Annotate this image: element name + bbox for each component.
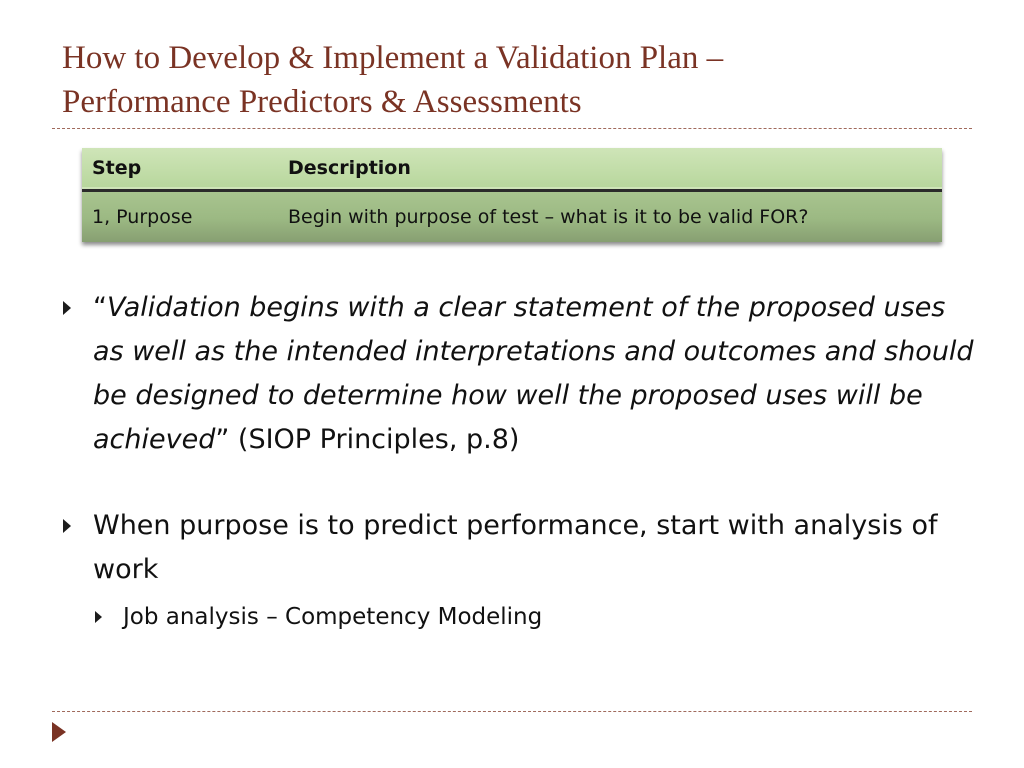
sub-bullet-list xyxy=(93,600,980,634)
table-cell-description: Begin with purpose of test – what is it to be valid FOR? xyxy=(288,205,809,228)
sub-bullet-text: Job analysis – Competency Modeling xyxy=(123,604,543,630)
bullet-list xyxy=(60,286,980,634)
bullet-text: When purpose is to predict performance, start with analysis of work xyxy=(93,510,938,585)
quote-open-mark: “ xyxy=(93,292,107,323)
bullet-item-purpose xyxy=(60,504,980,634)
title-divider xyxy=(52,128,972,129)
step-table-grid xyxy=(82,148,942,242)
bullet-item-quote xyxy=(60,286,980,462)
table-cell-step: 1, Purpose xyxy=(92,205,193,228)
table-header-row xyxy=(82,148,942,190)
right-triangle-bullet-icon xyxy=(95,611,102,623)
right-triangle-bullet-icon xyxy=(63,301,71,315)
table-row xyxy=(82,190,942,242)
sub-bullet-item xyxy=(123,600,980,634)
quote-citation: ” (SIOP Principles, p.8) xyxy=(215,424,520,455)
step-table xyxy=(82,148,942,242)
right-triangle-bullet-icon xyxy=(63,519,71,533)
table-header-description: Description xyxy=(288,157,411,180)
slide-title-line-1: How to Develop & Implement a Validation Plan – xyxy=(62,40,724,76)
slide-title-line-2: Performance Predictors & Assessments xyxy=(62,84,582,120)
table-header-step: Step xyxy=(92,157,142,180)
quote-text: Validation begins with a clear statement of the proposed uses as well as the intended interpretations and outcomes and should be designed to determine how well the proposed uses will be achieved xyxy=(93,292,974,455)
footer-divider xyxy=(52,711,972,712)
slide-nav-triangle-icon xyxy=(52,722,66,742)
slide-title xyxy=(62,36,1002,124)
